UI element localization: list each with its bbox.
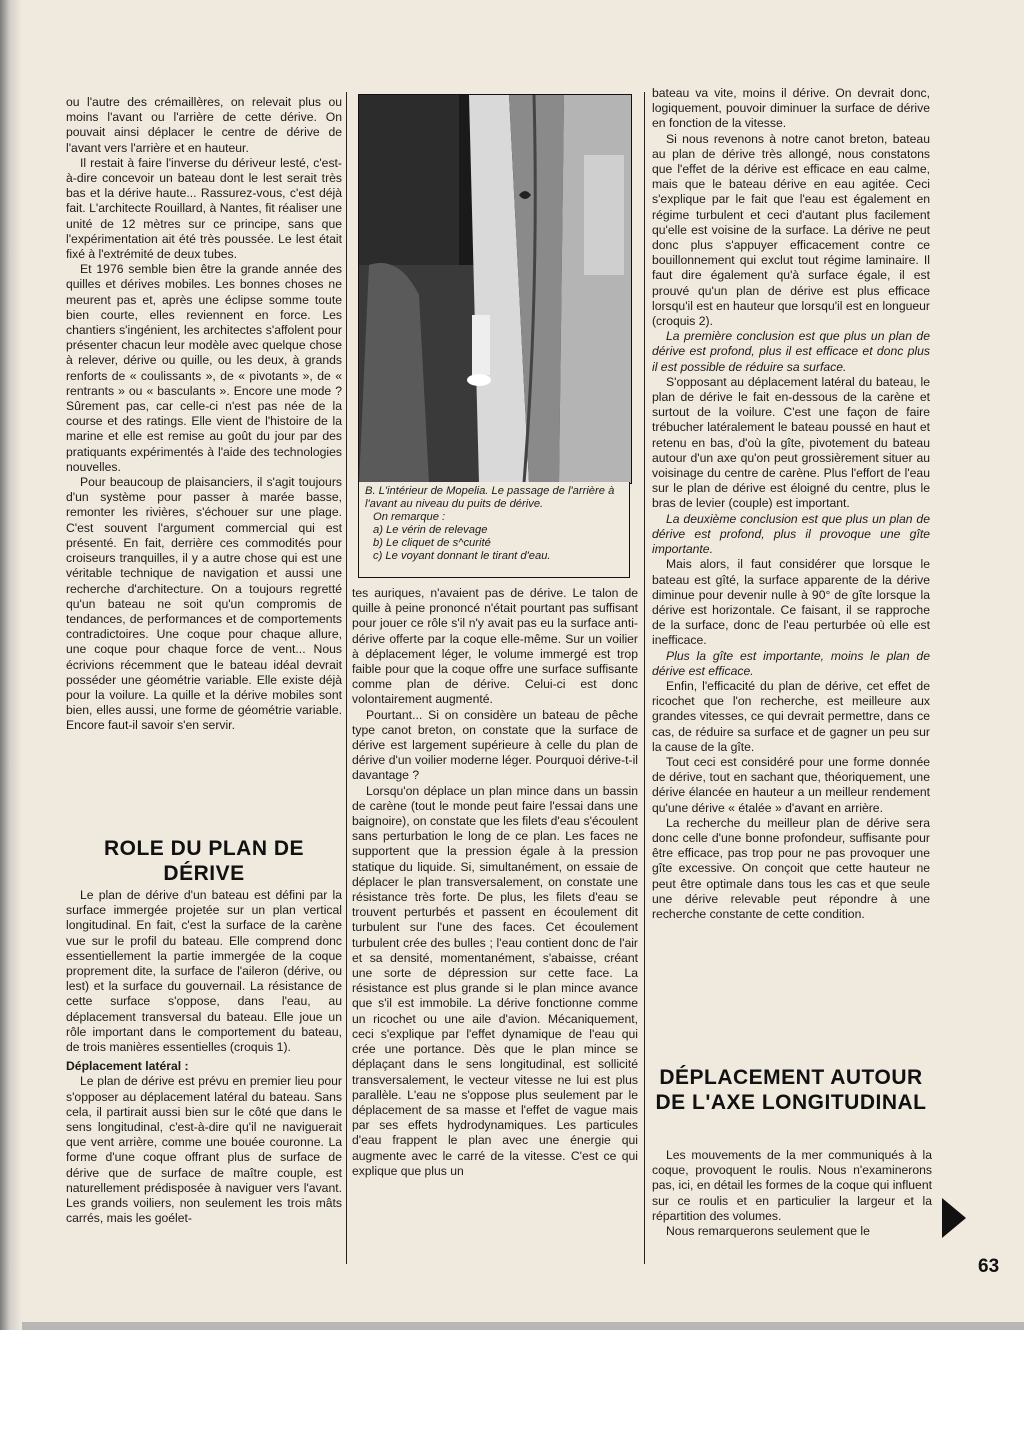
paragraph: Pour beaucoup de plaisanciers, il s'agit toujours d'un système pour passer à marée basse, remonter les rivières, s'échouer sur une plage. C'est souvent l'argument commercial qui est présenté. En fait, derrière ces commodités pour croiseurs tranquilles, il y a autre chose qui est une véritable technique de navigation et aussi une recherche d'architecture. On a toujours regretté qu'un bateau ne soit qu'un compromis de tendances, de performances et de comportements contradictoires. Une coque pour chaque allure, une coque pour chaque force de vent... Nous écrivions récemment que le bateau idéal devrait posséder une géométrie variable. Elle existe déjà pour la voilure. La quille et la dérive mobiles sont bien, elles aussi, une forme de géométrie variable. Encore faut-il savoir s'en servir. [66, 475, 342, 733]
paragraph: Mais alors, il faut considérer que lorsque le bateau est gîté, la surface apparente de la dérive diminue pour devenir nulle à 90° de gîte lorsque la dérive est horizontale. Ce faisant, il se rapproche de la surface, donc de l'eau perturbée où elle est inefficace. [652, 557, 930, 648]
continue-arrow-icon [942, 1198, 966, 1238]
paragraph: Nous remarquerons seulement que le [666, 1224, 870, 1239]
paragraph: tes auriques, n'avaient pas de dérive. Le talon de quille à peine prononcé n'était pourtant pas suffisant pour jouer ce rôle s'il n'y avait pas eu la surface anti-dérive offerte par la coque elle-même. Sur un voilier à déplacement léger, le volume immergé est trop faible pour que la coque offre une surface suffisante comme plan de dérive. Celui-ci est donc volontairement augmenté. [352, 586, 638, 707]
paragraph: bateau va vite, moins il dérive. On devrait donc, logiquement, pouvoir diminuer la surface de dérive en fonction de la vitesse. [652, 86, 930, 131]
page-number: 63 [978, 1256, 1000, 1277]
conclusion-paragraph: La deuxième conclusion est que plus un plan de dérive est profond, plus il provoque une gîte importante. [652, 511, 930, 557]
paragraph: Lorsqu'on déplace un plan mince dans un bassin de carène (tout le monde peut faire l'essai dans une baignoire), on constate que les filets d'eau s'écoulent sans perturbation le long de ce plan. Les faces ne supportent que la pression égale à la pression statique du liquide. Si, simultanément, on essaie de déplacer le plan transversalement, on constate une résistance très forte. De plus, les filets d'eau se trouvent perturbés et passent en écoulement dit turbulent sur l'une des faces. Cet écoulement turbulent crée des bulles ; l'eau contient donc de l'air et sa densité, momentanément, s'abaisse, créant une sorte de dépression sur cette face. La résistance est plus grande si le plan mince avance que s'il est immobile. La dérive fonctionne comme un ricochet ou une aile d'avion. Mécaniquement, ceci s'explique par l'effet dynamique de l'eau qui crée une portance. Dès que le plan mince se déplaçant dans le sens longitudinal, est sollicité transversalement, le vecteur vitesse ne lui est plus parallèle. L'eau ne s'oppose plus seulement par le déplacement de sa masse et l'effet de vague mais par ses effets hydrodynamiques. Les particules d'eau frappent le plan avec une énergie qui augmente avec le carré de la vitesse. C'est ce qui explique que plus un [352, 783, 638, 1178]
section-heading-deplacement [652, 1065, 930, 1115]
column-right [652, 86, 930, 922]
paragraph: Enfin, l'efficacité du plan de dérive, cet effet de ricochet que l'on recherche, est meilleure aux grandes vitesses, ce qui devrait permettre, dans ce cas, de réduire sa surface et de gagner un peu sur la cause de la gîte. [652, 678, 930, 754]
caption-remark: On remarque : [373, 510, 446, 523]
section-heading-role [66, 836, 342, 886]
conclusion-paragraph: La première conclusion est que plus un plan de dérive est profond, plus il est efficace et donc plus il est possible de réduire sa surface. [652, 329, 930, 374]
column-right-lower [652, 1148, 932, 1239]
paragraph: Tout ceci est considéré pour une forme donnée de dérive, tout en sachant que, théoriquement, une dérive élancée en hauteur a un meilleur rendement qu'une dérive « étalée » d'avant en arrière. [652, 754, 930, 815]
photo-caption [358, 482, 630, 578]
paragraph: Le plan de dérive d'un bateau est défini par la surface immergée projetée sur un plan vertical longitudinal. En fait, c'est la surface de la carène vue sur le profil du bateau. Elle comprend donc essentiellement la partie immergée de la coque proprement dite, la surface de l'aileron (dérive, ou lest) et la surface du gouvernail. La résistance de cette surface s'oppose, dans l'eau, au déplacement transversal du bateau. Elle joue un rôle important dans le comportement du bateau, de trois manières essentielles (croquis 1). [66, 888, 342, 1055]
page-spine [0, 0, 22, 1330]
caption-item-a: a) Le vérin de relevage [373, 523, 488, 536]
column-rule [644, 92, 645, 1264]
subheading-lateral: Déplacement latéral : [66, 1059, 189, 1074]
paragraph: ou l'autre des crémaillères, on relevait plus ou moins l'avant ou l'arrière de cette dérive. On pouvait ainsi déplacer le centre de dérive de l'avant vers l'arrière et en hauteur. [66, 95, 342, 155]
caption-item-b: b) Le cliquet de s^curité [373, 536, 491, 549]
photo-illustration [359, 95, 631, 483]
photo-mopelia-interior [358, 94, 632, 484]
paragraph: La recherche du meilleur plan de dérive sera donc celle d'une bonne profondeur, suffisante pour être efficace, pas trop pour ne pas provoquer une gîte excessive. On conçoit que cette hauteur ne peut être optimale dans tous les cas et que seule une dérive relevable peut répondre à une recherche constante de cette condition. [652, 815, 930, 921]
paragraph: Pourtant... Si on considère un bateau de pêche type canot breton, on constate que la surface de dérive est largement supérieure à celle du plan de dérive d'un voilier moderne léger. Pourquoi dérive-t-il davantage ? [352, 707, 638, 783]
caption-line: B. L'intérieur de Mopelia. Le passage de l'arrière à l'avant au niveau du puits de dérive. [365, 485, 615, 510]
paragraph: Le plan de dérive est prévu en premier lieu pour s'opposer au déplacement latéral du bateau. Sans cela, il partirait aussi bien sur le côté que dans le sens longitudinal, c'est-à-dire qu'il ne naviguerait que vent arrière, comme une bouée couronne. La forme d'une coque offrant plus de surface de dérive que de surface de maître couple, est naturellement prédisposée à naviguer vers l'avant. Les grands voiliers, non seulement les trois mâts carrés, mais les goélet- [66, 1074, 342, 1226]
heading-text: DÉPLACEMENT AUTOUR DE L'AXE LONGITUDINAL [655, 1066, 927, 1114]
column-rule [346, 92, 347, 1264]
conclusion-paragraph: Plus la gîte est importante, moins le plan de dérive est efficace. [652, 648, 930, 678]
paragraph: S'opposant au déplacement latéral du bateau, le plan de dérive le fait en-dessous de la carène et surtout de la voilure. C'est une façon de faire trébucher latéralement le bateau poussé en haut et retenu en bas, d'où la gîte, pivotement du bateau autour d'un axe qu'on peut grossièrement situer au voisinage du centre de carène. Plus l'effort de l'eau sur le plan de dérive est éloigné du centre, plus le bras de levier (couple) est important. [652, 374, 930, 511]
paragraph: Si nous revenons à notre canot breton, bateau au plan de dérive très allongé, nous constatons que l'effet de la dérive est efficace en eau calme, mais que le bateau dérive en eau agitée. Ceci s'explique par le fait que l'eau est également en régime turbulent et ceci d'autant plus facilement qu'elle est voisine de la surface. La dérive ne peut donc plus s'appuyer efficacement contre ce bouillonnement qui exclut tout régime laminaire. Il faut dire également qu'à surface égale, il est prouvé qu'un plan de dérive est plus efficace lorsqu'il est en hauteur que lorsqu'il est en longueur (croquis 2). [652, 131, 930, 329]
caption-item-c: c) Le voyant donnant le tirant d'eau. [373, 549, 551, 562]
column-middle [352, 586, 638, 1179]
column-left-lower [66, 888, 342, 1226]
paragraph: Les mouvements de la mer communiqués à la coque, provoquent le roulis. Nous n'examinerons pas, ici, en détail les formes de la coque qui influent sur ce roulis et en particulier la largeur et la répartition des volumes. [652, 1148, 932, 1223]
paragraph: Et 1976 semble bien être la grande année des quilles et dérives mobiles. Les bonnes choses ne meurent pas et, après une éclipse somme toute bien courte, elles reviennent en force. Les chantiers s'ingénient, les architectes s'affolent pour présenter chacun leur modèle avec quelque chose à relever, dérive ou quille, ou les deux, à grands renforts de « coulissants », de « pivotants », de « rentrants » ou « basculants ». Encore une mode ? Sûrement pas, car celle-ci n'est pas née de la course et des ratings. Elle vient de l'histoire de la marine et elle est remise au goût du jour par des pratiquants expérimentés à l'aide des technologies nouvelles. [66, 262, 342, 474]
column-left [66, 95, 342, 734]
heading-text: ROLE DU PLAN DE DÉRIVE [103, 837, 304, 885]
paragraph: Il restait à faire l'inverse du dériveur lesté, c'est-à-dire concevoir un bateau dont le lest serait très bas et la dérive haute... Rassurez-vous, c'est déjà fait. L'architecte Rouillard, à Nantes, fit réaliser une unité de 12 mètres sur ce principe, sans que l'expérimentation ait été très poussée. Le lest était fixé à l'extrémité de deux tubes. [66, 155, 342, 262]
